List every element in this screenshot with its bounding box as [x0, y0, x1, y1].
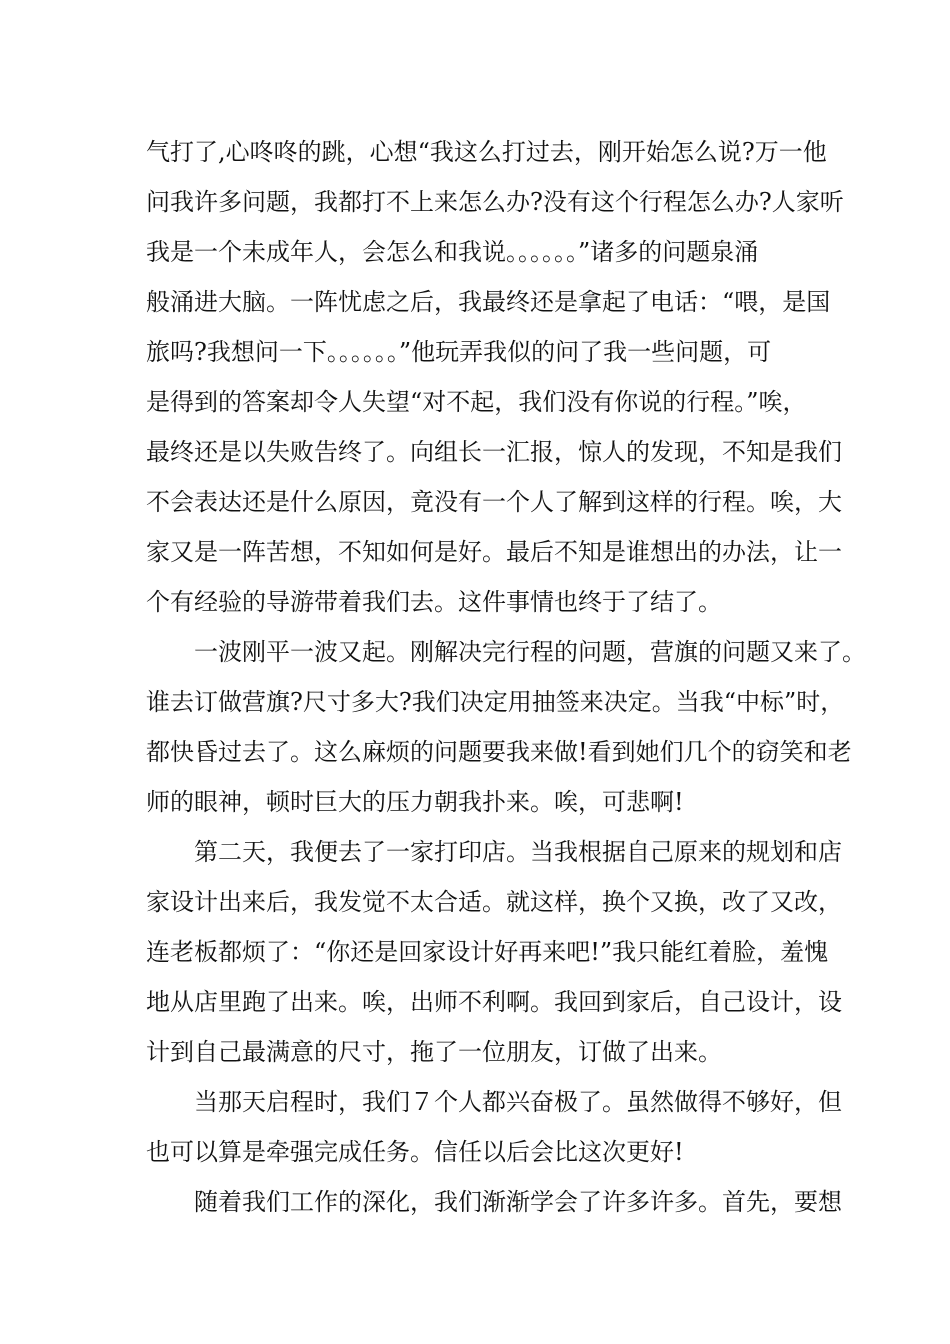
text-line: 般涌进大脑。一阵忧虑之后，我最终还是拿起了电话：“喂，是国	[146, 288, 831, 316]
text-line: 家设计出来后，我发觉不太合适。就这样，换个又换，改了又改，	[146, 888, 842, 916]
text-line: 个有经验的导游带着我们去。这件事情也终于了结了。	[146, 588, 722, 616]
text-line: 我是一个未成年人，会怎么和我说。。。。。。”诸多的问题泉涌	[146, 238, 759, 266]
text-line: 地从店里跑了出来。唉，出师不利啊。我回到家后，自己设计，设	[146, 988, 842, 1016]
text-line: 家又是一阵苦想，不知如何是好。最后不知是谁想出的办法，让一	[146, 538, 842, 566]
paragraph-start-line: 当那天启程时，我们７个人都兴奋极了。虽然做得不够好，但	[194, 1088, 842, 1116]
paragraph-start-line: 随着我们工作的深化，我们渐渐学会了许多许多。首先，要想	[194, 1188, 842, 1216]
text-line: 不会表达还是什么原因，竟没有一个人了解到这样的行程。唉，大	[146, 488, 842, 516]
document-body	[146, 133, 866, 1233]
text-line: 计到自己最满意的尺寸，拖了一位朋友，订做了出来。	[146, 1038, 722, 1066]
text-line: 师的眼神，顿时巨大的压力朝我扑来。唉，可悲啊!	[146, 788, 684, 816]
text-line: 是得到的答案却令人失望“对不起，我们没有你说的行程。”唉，	[146, 388, 807, 416]
text-line: 最终还是以失败告终了。向组长一汇报，惊人的发现，不知是我们	[146, 438, 842, 466]
text-line: 气打了,心咚咚的跳，心想“我这么打过去，刚开始怎么说?万一他	[146, 138, 827, 166]
text-line: 旅吗?我想问一下。。。。。。”他玩弄我似的问了我一些问题，可	[146, 338, 772, 366]
text-line: 连老板都烦了：“你还是回家设计好再来吧!”我只能红着脸，羞愧	[146, 938, 829, 966]
text-line: 都快昏过去了。这么麻烦的问题要我来做!看到她们几个的窃笑和老	[146, 738, 852, 766]
text-line: 谁去订做营旗?尺寸多大?我们决定用抽签来决定。当我“中标”时，	[146, 688, 845, 716]
paragraph-start-line: 一波刚平一波又起。刚解决完行程的问题，营旗的问题又来了。	[194, 638, 866, 666]
text-line: 也可以算是牵强完成任务。信任以后会比这次更好!	[146, 1138, 684, 1166]
paragraph-start-line: 第二天，我便去了一家打印店。当我根据自己原来的规划和店	[194, 838, 842, 866]
text-line: 问我许多问题，我都打不上来怎么办?没有这个行程怎么办?人家听	[146, 188, 844, 216]
